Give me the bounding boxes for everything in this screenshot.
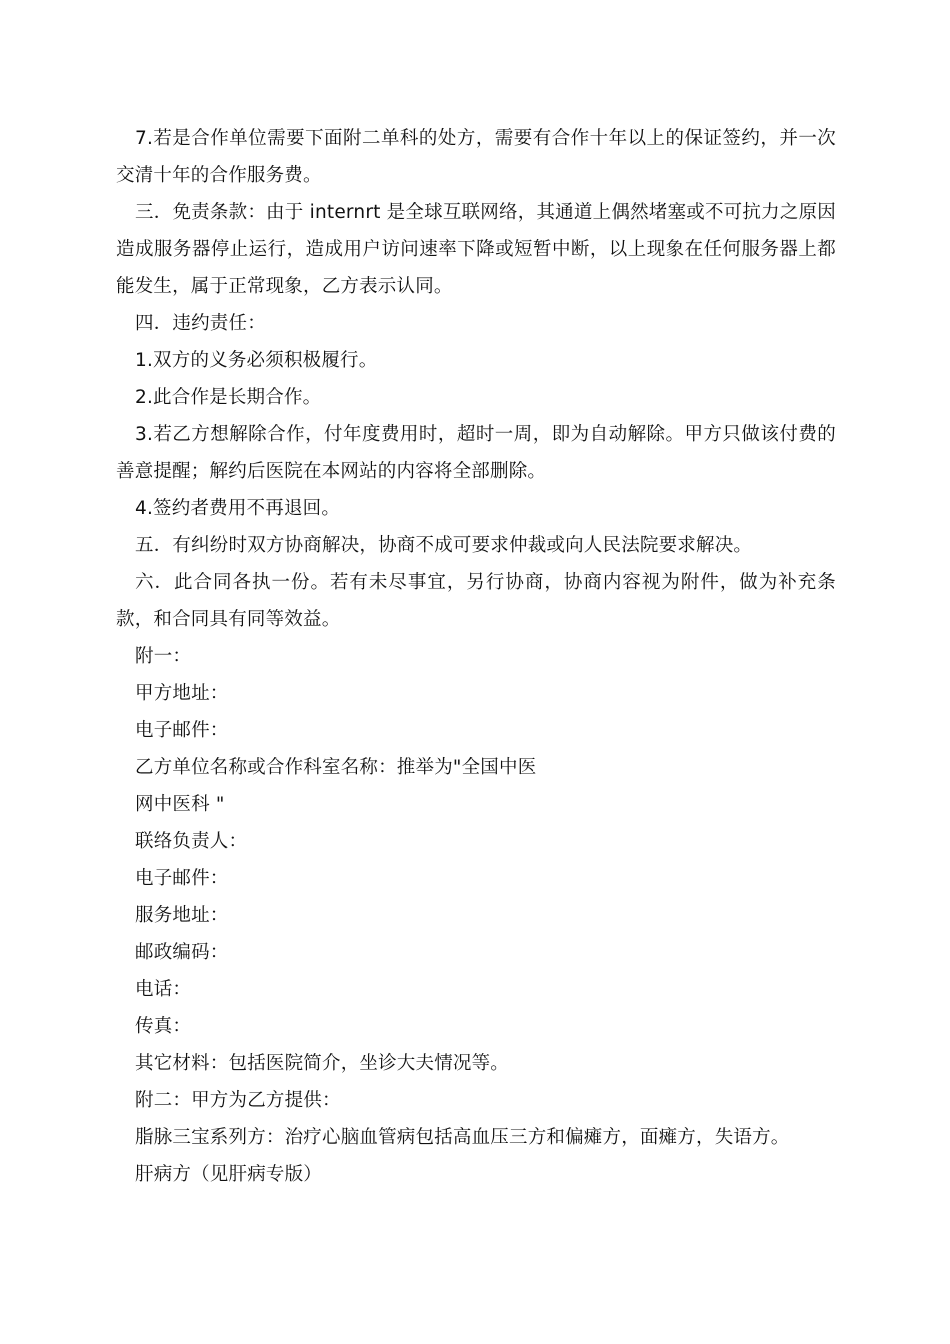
party-b-email-field: 电子邮件： <box>135 868 229 889</box>
breach-liability-heading: 四．违约责任： <box>135 313 266 334</box>
postal-code-field: 邮政编码： <box>135 942 229 963</box>
copies-clause-paragraph: 六．此合同各执一份。若有未尽事宜，另行协商，协商内容视为附件，做为补充条款，和合同具有同等效益。 <box>116 572 836 630</box>
service-address-field: 服务地址： <box>135 905 229 926</box>
appendix-2-heading: 附二：甲方为乙方提供： <box>135 1090 341 1111</box>
appendix-1-heading: 附一： <box>135 646 192 667</box>
fax-field: 传真： <box>135 1016 192 1037</box>
party-a-email-field: 电子邮件： <box>135 720 229 741</box>
document-body <box>116 120 836 1193</box>
clause-7-paragraph: 7.若是合作单位需要下面附二单科的处方，需要有合作十年以上的保证签约，并一次交清十年的合作服务费。 <box>116 128 836 186</box>
phone-field: 电话： <box>135 979 192 1000</box>
contact-person-field: 联络负责人： <box>135 831 248 852</box>
dispute-clause-paragraph: 五．有纠纷时双方协商解决，协商不成可要求仲裁或向人民法院要求解决。 <box>135 535 753 556</box>
other-materials-field: 其它材料：包括医院简介，坐诊大夫情况等。 <box>135 1053 510 1074</box>
breach-item-1: 1.双方的义务必须积极履行。 <box>135 350 378 371</box>
breach-item-4: 4.签约者费用不再退回。 <box>135 498 341 519</box>
disclaimer-clause-paragraph: 三．免责条款：由于 internrt 是全球互联网络，其通道上偶然堵塞或不可抗力之原因造成服务器停止运行，造成用户访问速率下降或短暂中断，以上现象在任何服务器上都能发生，属于正常现象，乙方表示认同。 <box>116 202 836 297</box>
party-b-name-continued: 网中医科 " <box>135 794 225 815</box>
prescription-series-item: 脂脉三宝系列方：治疗心脑血管病包括高血压三方和偏瘫方，面瘫方，失语方。 <box>135 1127 790 1148</box>
liver-prescription-item: 肝病方（见肝病专版） <box>135 1164 323 1185</box>
party-b-name-field: 乙方单位名称或合作科室名称：推举为"全国中医 <box>135 757 537 778</box>
party-a-address-field: 甲方地址： <box>135 683 229 704</box>
breach-item-3: 3.若乙方想解除合作，付年度费用时，超时一周，即为自动解除。甲方只做该付费的善意提醒；解约后医院在本网站的内容将全部删除。 <box>116 424 836 482</box>
breach-item-2: 2.此合作是长期合作。 <box>135 387 322 408</box>
